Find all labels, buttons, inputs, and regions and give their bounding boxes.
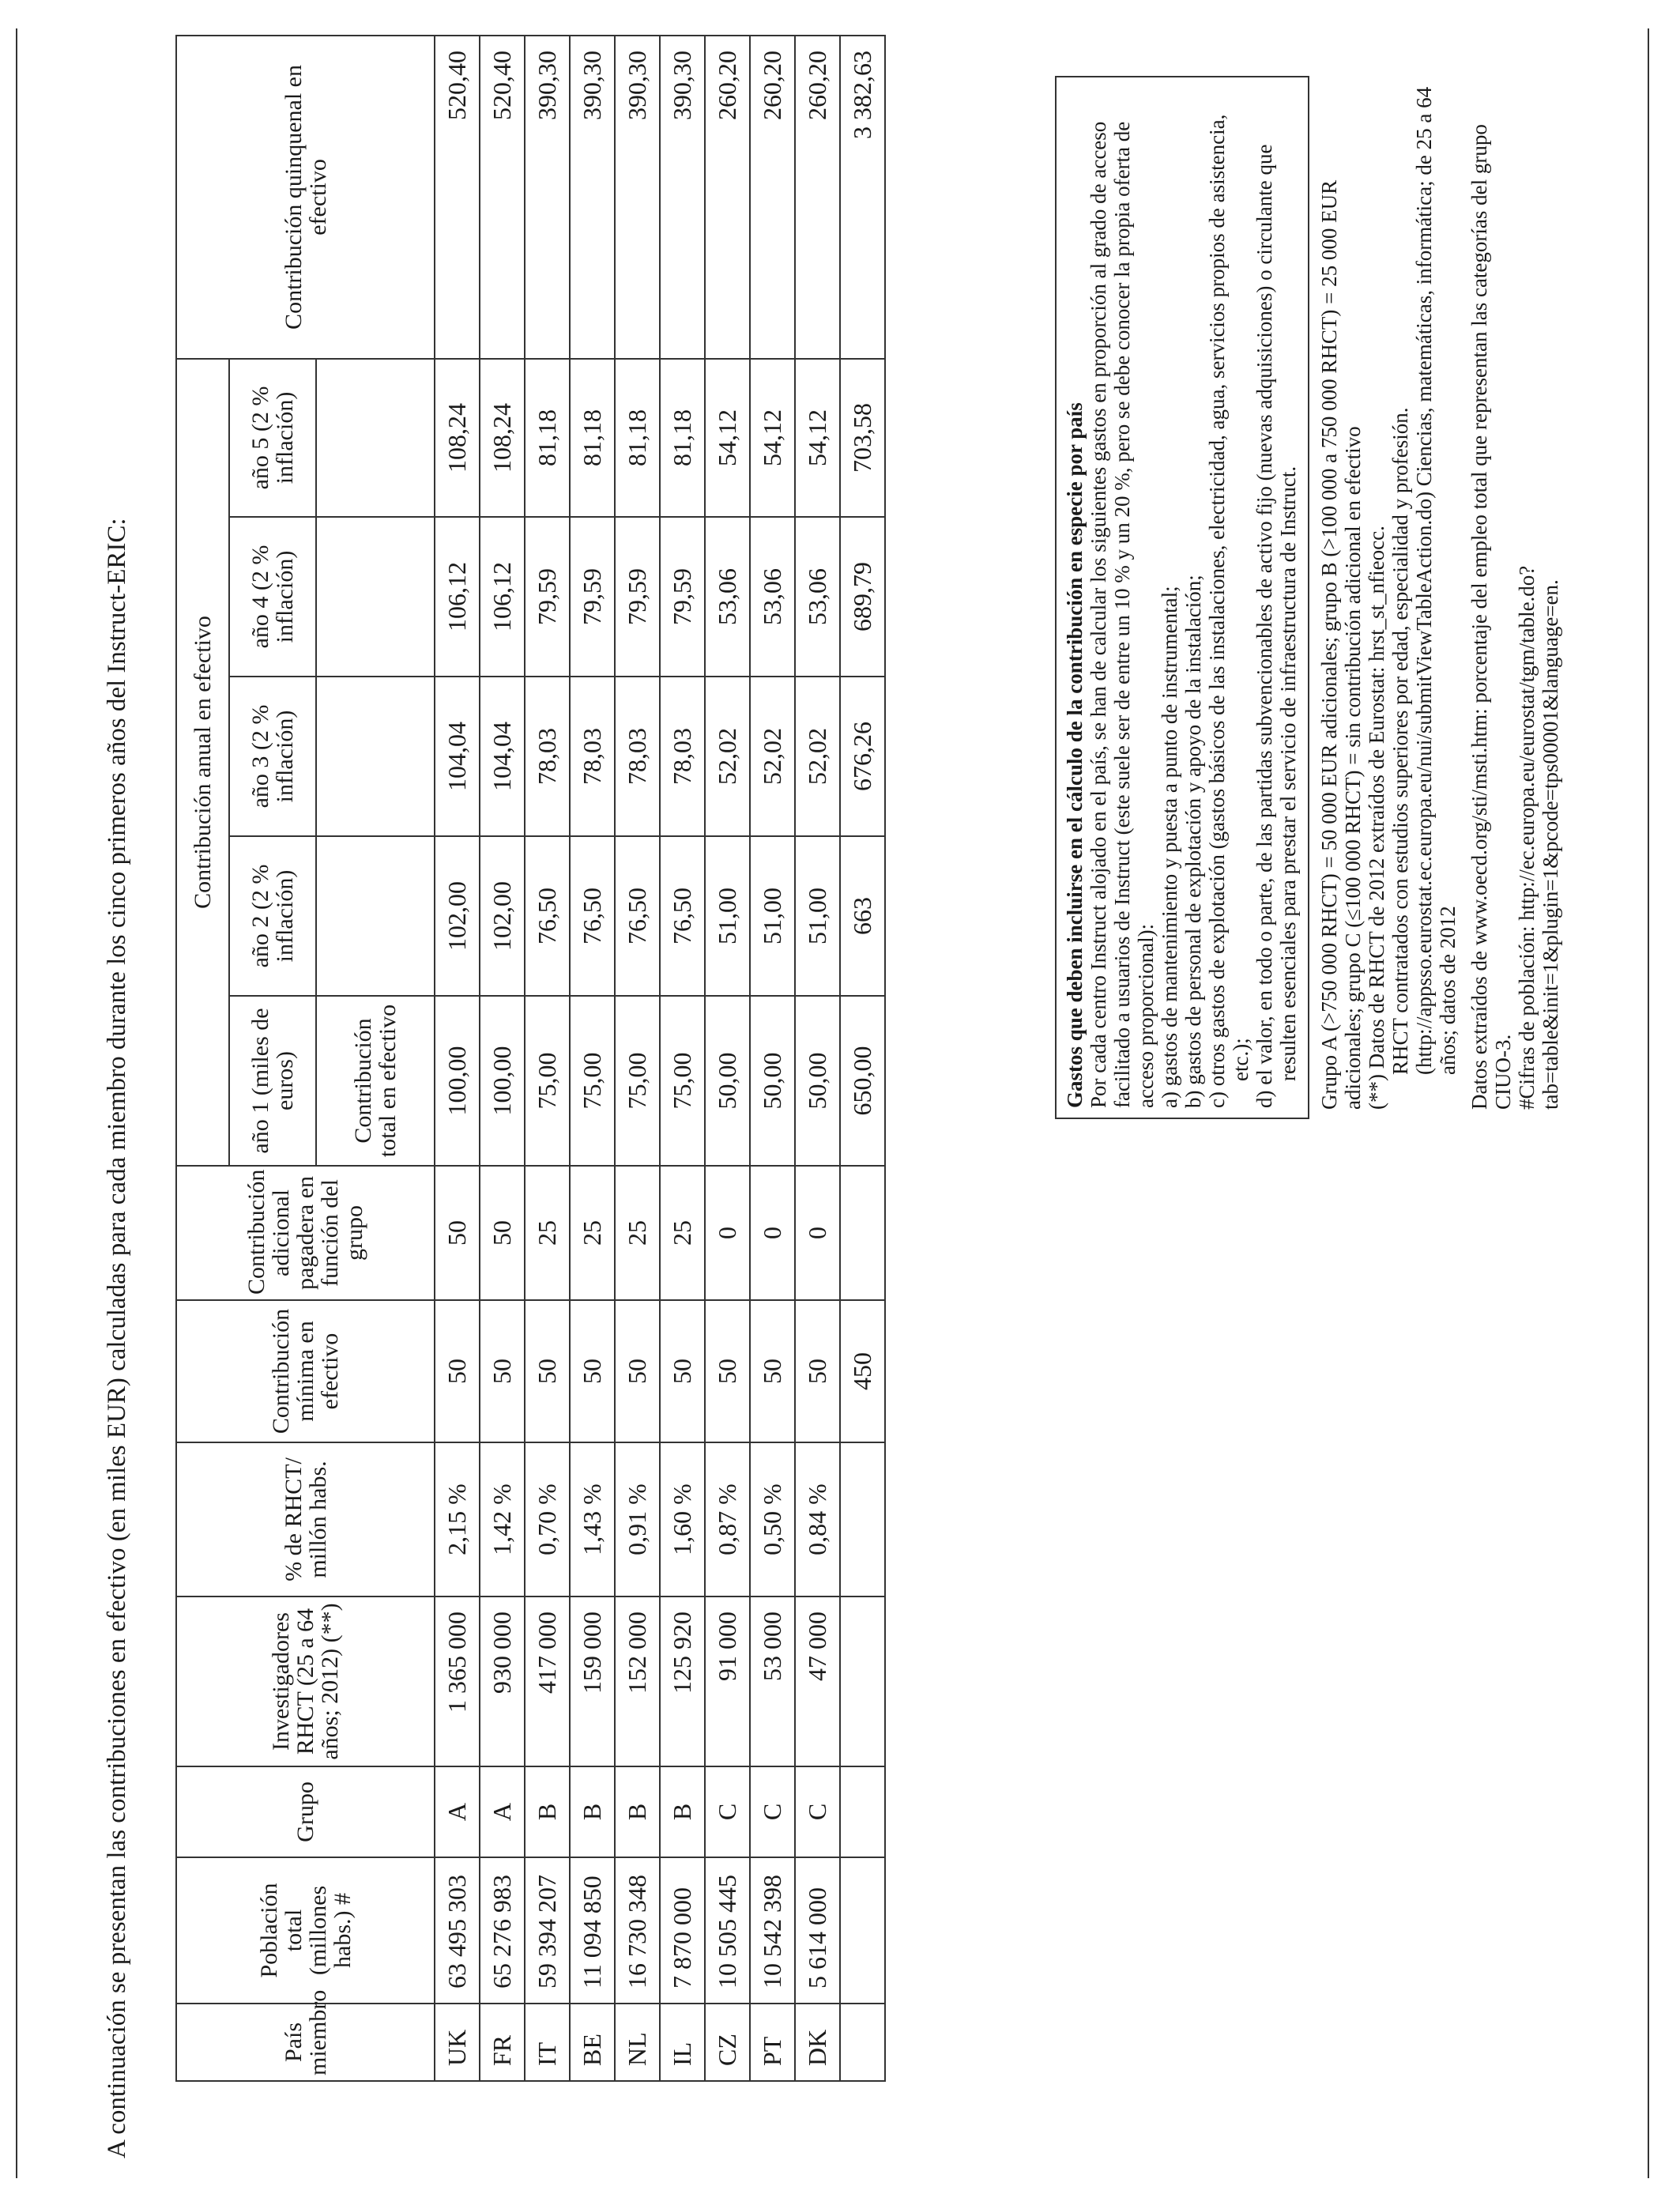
- cell-pais: FR: [480, 2004, 525, 2081]
- rhct-note-2: RHCT contratados con estudios superiores por edad, especialidad y profesión.: [1388, 407, 1412, 1075]
- header-adicional: Contribución adicional pagadera en función del grupo: [176, 1166, 435, 1300]
- cell-ano5: 81,18: [525, 359, 570, 517]
- cell-ano4: 79,59: [615, 517, 660, 677]
- cell-ano2: 51,00: [795, 836, 840, 996]
- gastos-paragraph: Por cada centro Instruct alojado en el país, se han de calcular los siguientes gastos en proporción al grado de acceso facilitado a usuarios de Instruct (este suele ser de entre un 10 % y un 20 %, pero se debe conocer la propia oferta de acceso proporcional):: [1087, 121, 1158, 1108]
- header-total-efectivo: Contribución total en efectivo: [316, 996, 435, 1166]
- cell-ano4: 53,06: [795, 517, 840, 677]
- cell-pct: 0,87 %: [705, 1442, 750, 1596]
- header-ano5: año 5 (2 % inflación): [229, 359, 316, 517]
- cell-investigadores: 417 000: [525, 1596, 570, 1766]
- cell-ano1: 75,00: [615, 996, 660, 1166]
- cell-ano1: 100,00: [435, 996, 480, 1166]
- cell-pais: IL: [660, 2004, 705, 2081]
- gastos-box: [1055, 76, 1309, 1119]
- cell-ano4: 53,06: [750, 517, 795, 677]
- cell-investigadores: 53 000: [750, 1596, 795, 1766]
- cell-ano1: 50,00: [795, 996, 840, 1166]
- cell-poblacion: 63 495 303: [435, 1857, 480, 2004]
- gastos-item-a: a) gastos de mantenimiento y puesta a punto de instrumental;: [1158, 586, 1181, 1108]
- cell-quinquenal: 390,30: [615, 36, 660, 359]
- cell-investigadores: 159 000: [570, 1596, 615, 1766]
- cell-ano1: 75,00: [660, 996, 705, 1166]
- contributions-table: [175, 35, 886, 2082]
- cell-quinquenal: 260,20: [795, 36, 840, 359]
- cell-investigadores: 152 000: [615, 1596, 660, 1766]
- oecd-note: Datos extraídos de www.oecd.org/sti/msti.htm: porcentaje del empleo total que representan las categorías del grupo CIUO-3.: [1467, 124, 1515, 1110]
- cell-pais: BE: [570, 2004, 615, 2081]
- header-anual-group: Contribución anual en efectivo: [176, 359, 229, 1166]
- notes-block: [1055, 76, 1562, 1119]
- total-pct: [840, 1442, 885, 1596]
- cell-pct: 1,43 %: [570, 1442, 615, 1596]
- cell-grupo: C: [795, 1766, 840, 1857]
- total-investigadores: [840, 1596, 885, 1766]
- cell-grupo: C: [750, 1766, 795, 1857]
- header-minima: Contribución mínima en efectivo: [176, 1300, 435, 1442]
- cell-minima: 50: [615, 1300, 660, 1442]
- cell-minima: 50: [525, 1300, 570, 1442]
- cell-pais: NL: [615, 2004, 660, 2081]
- cell-ano1: 75,00: [570, 996, 615, 1166]
- cell-quinquenal: 520,40: [480, 36, 525, 359]
- total-quinquenal: 3 382,63: [840, 36, 885, 359]
- header-blank-3: [316, 677, 435, 836]
- population-note: #Cifras de población: http://ec.europa.eu/eurostat/tgm/table.do?tab=table&init=1&plugin=1&pcode=tps00001&language=en.: [1515, 565, 1562, 1110]
- cell-minima: 50: [660, 1300, 705, 1442]
- total-poblacion: [840, 1857, 885, 2004]
- cell-ano2: 102,00: [480, 836, 525, 996]
- cell-quinquenal: 520,40: [435, 36, 480, 359]
- cell-pct: 0,50 %: [750, 1442, 795, 1596]
- total-ano1: 650,00: [840, 996, 885, 1166]
- cell-minima: 50: [705, 1300, 750, 1442]
- totals-row: [840, 36, 885, 2081]
- cell-quinquenal: 390,30: [660, 36, 705, 359]
- cell-adicional: 0: [795, 1166, 840, 1300]
- header-ano4: año 4 (2 % inflación): [229, 517, 316, 677]
- cell-investigadores: 91 000: [705, 1596, 750, 1766]
- cell-adicional: 50: [435, 1166, 480, 1300]
- cell-quinquenal: 260,20: [750, 36, 795, 359]
- cell-ano4: 79,59: [660, 517, 705, 677]
- cell-ano3: 52,02: [750, 677, 795, 836]
- cell-grupo: A: [480, 1766, 525, 1857]
- cell-pais: IT: [525, 2004, 570, 2081]
- cell-ano3: 78,03: [570, 677, 615, 836]
- cell-adicional: 0: [705, 1166, 750, 1300]
- cell-pais: PT: [750, 2004, 795, 2081]
- gastos-item-d: d) el valor, en todo o parte, de las partidas subvencionables de activo fijo (nuevas adquisiciones) o circulante que resulten esenciales para prestar el servicio de infraestructura de Instruct.: [1252, 144, 1300, 1108]
- cell-adicional: 25: [525, 1166, 570, 1300]
- intro-text: A continuación se presentan las contribuciones en efectivo (en miles EUR) calculadas para cada miembro durante los cinco primeros años del Instruct-ERIC:: [103, 518, 131, 2158]
- cell-grupo: B: [615, 1766, 660, 1857]
- cell-ano2: 76,50: [660, 836, 705, 996]
- cell-minima: 50: [795, 1300, 840, 1442]
- cell-quinquenal: 390,30: [525, 36, 570, 359]
- cell-ano3: 78,03: [660, 677, 705, 836]
- cell-adicional: 25: [615, 1166, 660, 1300]
- cell-ano1: 100,00: [480, 996, 525, 1166]
- cell-ano1: 50,00: [705, 996, 750, 1166]
- cell-ano5: 54,12: [795, 359, 840, 517]
- table-row: [795, 36, 840, 2081]
- cell-poblacion: 5 614 000: [795, 1857, 840, 2004]
- cell-ano5: 54,12: [750, 359, 795, 517]
- cell-investigadores: 47 000: [795, 1596, 840, 1766]
- cell-ano4: 79,59: [525, 517, 570, 677]
- cell-ano2: 76,50: [570, 836, 615, 996]
- cell-ano3: 52,02: [795, 677, 840, 836]
- header-blank-5: [316, 359, 435, 517]
- cell-ano3: 78,03: [525, 677, 570, 836]
- footnotes: [1317, 76, 1562, 1119]
- cell-minima: 50: [435, 1300, 480, 1442]
- table-row: [660, 36, 705, 2081]
- header-ano3: año 3 (2 % inflación): [229, 677, 316, 836]
- header-ano1: año 1 (miles de euros): [229, 996, 316, 1166]
- header-poblacion: Población total (millones habs.) #: [176, 1857, 435, 2004]
- cell-ano3: 104,04: [480, 677, 525, 836]
- gastos-item-b: b) gastos de personal de explotación y apoyo de la instalación;: [1181, 575, 1205, 1108]
- total-ano3: 676,26: [840, 677, 885, 836]
- cell-ano5: 81,18: [660, 359, 705, 517]
- cell-ano2: 102,00: [435, 836, 480, 996]
- cell-poblacion: 10 542 398: [750, 1857, 795, 2004]
- cell-investigadores: 125 920: [660, 1596, 705, 1766]
- header-pct: % de RHCT/ millón habs.: [176, 1442, 435, 1596]
- cell-ano5: 81,18: [570, 359, 615, 517]
- total-ano2: 663: [840, 836, 885, 996]
- cell-ano4: 53,06: [705, 517, 750, 677]
- table-row: [615, 36, 660, 2081]
- cell-pct: 0,70 %: [525, 1442, 570, 1596]
- cell-poblacion: 59 394 207: [525, 1857, 570, 2004]
- cell-ano2: 76,50: [525, 836, 570, 996]
- cell-minima: 50: [570, 1300, 615, 1442]
- cell-poblacion: 16 730 348: [615, 1857, 660, 2004]
- cell-pct: 1,42 %: [480, 1442, 525, 1596]
- cell-quinquenal: 260,20: [705, 36, 750, 359]
- header-pais: País miembro: [176, 2004, 435, 2081]
- cell-ano5: 54,12: [705, 359, 750, 517]
- cell-ano5: 108,24: [435, 359, 480, 517]
- header-blank-4: [316, 517, 435, 677]
- total-ano4: 689,79: [840, 517, 885, 677]
- groups-note: Grupo A (>750 000 RHCT) = 50 000 EUR adicionales; grupo B (>100 000 a 750 000 RHCT) = 25 000 EUR adicionales; grupo C (≤100 000 RHCT) = sin contribución adicional en efectivo: [1317, 179, 1365, 1110]
- gastos-item-c: c) otros gastos de explotación (gastos básicos de las instalaciones, electricidad, agua, servicios propios de asistencia, etc.);: [1205, 114, 1252, 1108]
- cell-adicional: 50: [480, 1166, 525, 1300]
- table-row: [750, 36, 795, 2081]
- cell-ano2: 51,00: [750, 836, 795, 996]
- cell-ano3: 78,03: [615, 677, 660, 836]
- cell-grupo: C: [705, 1766, 750, 1857]
- cell-ano1: 50,00: [750, 996, 795, 1166]
- table-row: [525, 36, 570, 2081]
- cell-ano4: 79,59: [570, 517, 615, 677]
- cell-ano5: 108,24: [480, 359, 525, 517]
- cell-grupo: B: [570, 1766, 615, 1857]
- cell-ano2: 51,00: [705, 836, 750, 996]
- cell-grupo: A: [435, 1766, 480, 1857]
- cell-ano4: 106,12: [435, 517, 480, 677]
- cell-adicional: 0: [750, 1166, 795, 1300]
- table-row: [480, 36, 525, 2081]
- cell-pct: 1,60 %: [660, 1442, 705, 1596]
- cell-poblacion: 11 094 850: [570, 1857, 615, 2004]
- header-ano2: año 2 (2 % inflación): [229, 836, 316, 996]
- table-body: [435, 36, 885, 2081]
- cell-grupo: B: [525, 1766, 570, 1857]
- total-minima: 450: [840, 1300, 885, 1442]
- cell-quinquenal: 390,30: [570, 36, 615, 359]
- cell-minima: 50: [480, 1300, 525, 1442]
- cell-minima: 50: [750, 1300, 795, 1442]
- cell-poblacion: 65 276 983: [480, 1857, 525, 2004]
- header-blank-2: [316, 836, 435, 996]
- gastos-heading: Gastos que deben incluirse en el cálculo de la contribución en especie por país: [1063, 402, 1087, 1108]
- total-adicional: [840, 1166, 885, 1300]
- rhct-note: (**) Datos de RHCT de 2012 extraídos de Eurostat: hrst_st_nfieocc.: [1365, 526, 1388, 1110]
- cell-pct: 0,91 %: [615, 1442, 660, 1596]
- total-grupo: [840, 1766, 885, 1857]
- cell-poblacion: 10 505 445: [705, 1857, 750, 2004]
- cell-ano1: 75,00: [525, 996, 570, 1166]
- table-row: [705, 36, 750, 2081]
- table-row: [435, 36, 480, 2081]
- cell-ano2: 76,50: [615, 836, 660, 996]
- cell-poblacion: 7 870 000: [660, 1857, 705, 2004]
- total-ano5: 703,58: [840, 359, 885, 517]
- header-investigadores: Investigadores RHCT (25 a 64 años; 2012) (**): [176, 1596, 435, 1766]
- header-quinquenal: Contribución quinquenal en efectivo: [176, 36, 435, 359]
- cell-pct: 0,84 %: [795, 1442, 840, 1596]
- cell-pais: CZ: [705, 2004, 750, 2081]
- cell-ano3: 52,02: [705, 677, 750, 836]
- cell-pct: 2,15 %: [435, 1442, 480, 1596]
- cell-investigadores: 1 365 000: [435, 1596, 480, 1766]
- cell-investigadores: 930 000: [480, 1596, 525, 1766]
- cell-ano5: 81,18: [615, 359, 660, 517]
- cell-grupo: B: [660, 1766, 705, 1857]
- rhct-note-3: (http://appsso.eurostat.ec.europa.eu/nui/submitViewTableAction.do) Ciencias, matemáticas, informática; de 25 a 64 años; datos de 2012: [1412, 86, 1460, 1075]
- cell-adicional: 25: [660, 1166, 705, 1300]
- cell-pais: DK: [795, 2004, 840, 2081]
- cell-pais: UK: [435, 2004, 480, 2081]
- cell-ano3: 104,04: [435, 677, 480, 836]
- total-pais: [840, 2004, 885, 2081]
- bottom-rule: [1648, 28, 1649, 2178]
- cell-ano4: 106,12: [480, 517, 525, 677]
- header-grupo: Grupo: [176, 1766, 435, 1857]
- top-rule: [16, 28, 17, 2178]
- cell-adicional: 25: [570, 1166, 615, 1300]
- table-row: [570, 36, 615, 2081]
